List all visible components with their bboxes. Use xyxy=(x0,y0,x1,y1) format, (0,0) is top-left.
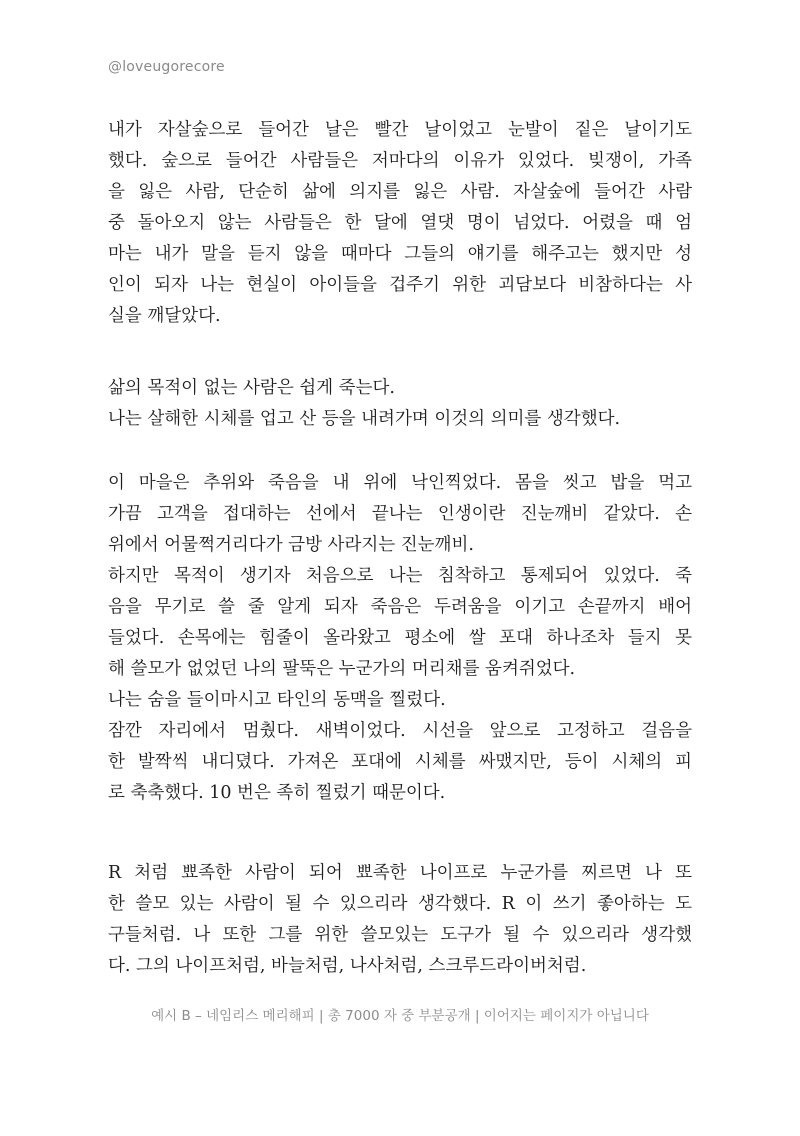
text-line: 음을 무기로 쓸 줄 알게 되자 죽음은 두려움을 이기고 손끝까지 배어 xyxy=(108,597,692,617)
text-line: 나는 숨을 들이마시고 타인의 동맥을 찔렀다. xyxy=(108,690,446,710)
paragraph-4 xyxy=(108,858,692,982)
text-line: 위에서 어물쩍거리다가 금방 사라지는 진눈깨비. xyxy=(108,535,474,555)
text-line: 중 돌아오지 않는 사람들은 한 달에 열댓 명이 넘었다. 어렸을 때 엄 xyxy=(108,213,692,233)
excerpt-footer-note: 예시 B – 네임리스 메리해피 | 총 7000 자 중 부분공개 | 이어지는 페이지가 아닙니다 xyxy=(151,1008,649,1024)
text-line: 잠깐 자리에서 멈췄다. 새벽이었다. 시선을 앞으로 고정하고 걸음을 xyxy=(108,721,692,741)
text-line: R 처럼 뾰족한 사람이 되어 뾰족한 나이프로 누군가를 찌르면 나 또 xyxy=(108,863,692,883)
text-line: 실을 깨달았다. xyxy=(108,306,221,326)
paragraph-1 xyxy=(108,115,692,332)
text-line: 을 잃은 사람, 단순히 삶에 의지를 잃은 사람. 자살숲에 들어간 사람 xyxy=(108,182,692,202)
text-line: 해 쓸모가 없었던 나의 팔뚝은 누군가의 머리채를 움켜쥐었다. xyxy=(108,659,576,679)
text-line: 구들처럼. 나 또한 그를 위한 쓸모있는 도구가 될 수 있으리라 생각했 xyxy=(108,925,692,945)
paragraph-3 xyxy=(108,468,692,809)
text-line: 로 축축했다. 10 번은 족히 찔렀기 때문이다. xyxy=(108,783,446,803)
text-line: 하지만 목적이 생기자 처음으로 나는 침착하고 통제되어 있었다. 죽 xyxy=(108,566,692,586)
text-line: 다. 그의 나이프처럼, 바늘처럼, 나사처럼, 스크루드라이버처럼. xyxy=(108,956,587,976)
text-line: 나는 살해한 시체를 업고 산 등을 내려가며 이것의 의미를 생각했다. xyxy=(108,409,621,429)
paragraph-2 xyxy=(108,373,692,435)
text-line: 들었다. 손목에는 힘줄이 올라왔고 평소에 쌀 포대 하나조차 들지 못 xyxy=(108,628,692,648)
text-line: 인이 되자 나는 현실이 아이들을 겁주기 위한 괴담보다 비참하다는 사 xyxy=(108,275,692,295)
text-line: 이 마을은 추위와 죽음을 내 위에 낙인찍었다. 몸을 씻고 밥을 먹고 xyxy=(108,473,692,493)
text-line: 가끔 고객을 접대하는 선에서 끝나는 인생이란 진눈깨비 같았다. 손 xyxy=(108,504,692,524)
author-handle: @loveugorecore xyxy=(108,59,225,75)
text-line: 내가 자살숲으로 들어간 날은 빨간 날이었고 눈발이 짙은 날이기도 xyxy=(108,120,692,140)
text-line: 마는 내가 말을 듣지 않을 때마다 그들의 얘기를 해주고는 했지만 성 xyxy=(108,244,692,264)
text-line: 한 쓸모 있는 사람이 될 수 있으리라 생각했다. R 이 쓰기 좋아하는 도 xyxy=(108,894,692,914)
text-line: 한 발짝씩 내디뎠다. 가져온 포대에 시체를 싸맸지만, 등이 시체의 피 xyxy=(108,752,692,772)
text-line: 삶의 목적이 없는 사람은 쉽게 죽는다. xyxy=(108,378,395,398)
text-line: 했다. 숲으로 들어간 사람들은 저마다의 이유가 있었다. 빚쟁이, 가족 xyxy=(108,151,692,171)
